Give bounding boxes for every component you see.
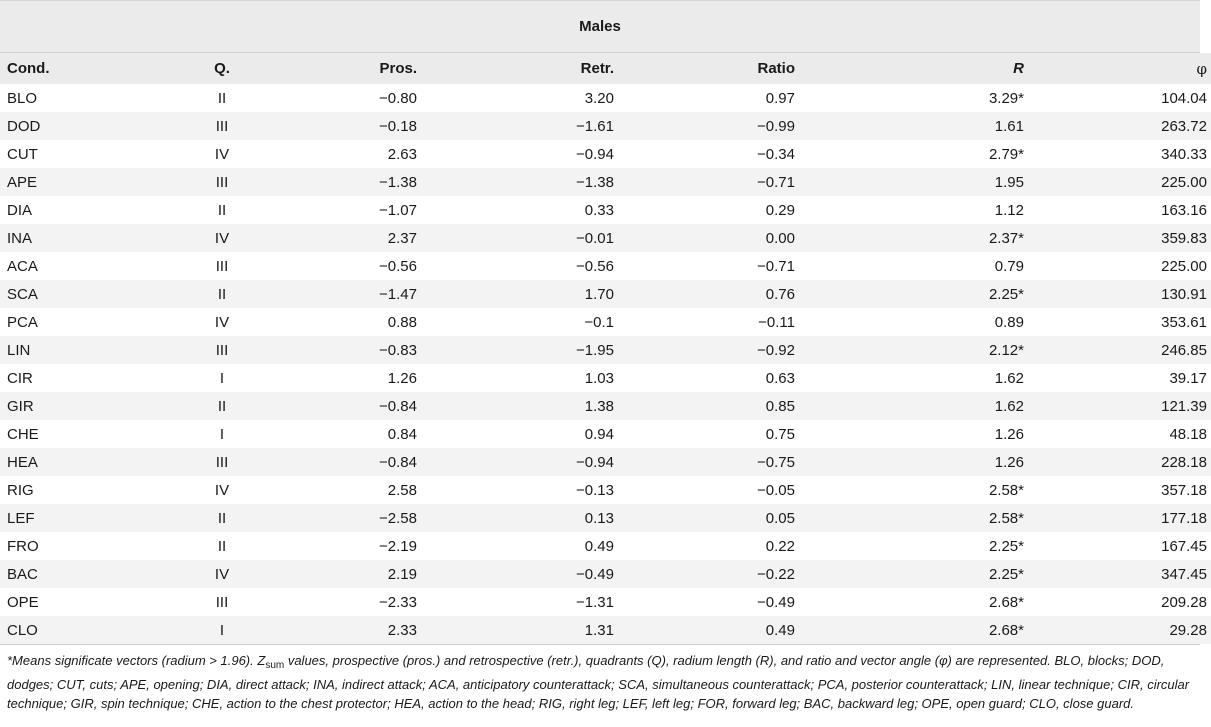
cell-ratio: 0.05 <box>614 504 795 532</box>
cell-retr: −1.95 <box>417 336 614 364</box>
col-header-pros: Pros. <box>272 53 417 84</box>
cell-cond: BLO <box>0 84 172 112</box>
table-row <box>0 448 1211 476</box>
cell-pros: −1.47 <box>272 280 417 308</box>
cell-ratio: 0.49 <box>614 616 795 644</box>
cell-quadrant: II <box>172 532 272 560</box>
data-table <box>0 53 1211 644</box>
cell-angle: 246.85 <box>1024 336 1211 364</box>
cell-angle: 39.17 <box>1024 364 1211 392</box>
header-row <box>0 53 1211 84</box>
cell-radius: 2.25* <box>795 560 1024 588</box>
col-header-retr: Retr. <box>417 53 614 84</box>
cell-radius: 1.26 <box>795 448 1024 476</box>
cell-radius: 1.26 <box>795 420 1024 448</box>
footnote-text-start: *Means significate vectors (radium > 1.96). Z <box>7 653 266 668</box>
cell-retr: −0.94 <box>417 448 614 476</box>
cell-cond: DOD <box>0 112 172 140</box>
footnote-subscript: sum <box>265 660 285 671</box>
cell-radius: 2.25* <box>795 532 1024 560</box>
table-row <box>0 140 1211 168</box>
cell-quadrant: I <box>172 616 272 644</box>
cell-pros: −0.56 <box>272 252 417 280</box>
cell-radius: 1.62 <box>795 392 1024 420</box>
cell-pros: 2.63 <box>272 140 417 168</box>
cell-cond: FRO <box>0 532 172 560</box>
cell-ratio: 0.63 <box>614 364 795 392</box>
cell-cond: INA <box>0 224 172 252</box>
cell-cond: GIR <box>0 392 172 420</box>
group-title: Males <box>0 0 1200 52</box>
table-row <box>0 112 1211 140</box>
cell-radius: 2.68* <box>795 616 1024 644</box>
cell-angle: 167.45 <box>1024 532 1211 560</box>
table-footnote <box>0 645 1200 713</box>
cell-radius: 2.58* <box>795 504 1024 532</box>
cell-angle: 29.28 <box>1024 616 1211 644</box>
cell-angle: 225.00 <box>1024 252 1211 280</box>
cell-pros: 2.19 <box>272 560 417 588</box>
cell-ratio: −0.71 <box>614 252 795 280</box>
cell-pros: −2.19 <box>272 532 417 560</box>
cell-pros: −2.58 <box>272 504 417 532</box>
table-row <box>0 476 1211 504</box>
cell-retr: −1.61 <box>417 112 614 140</box>
cell-pros: −0.84 <box>272 448 417 476</box>
cell-angle: 48.18 <box>1024 420 1211 448</box>
cell-cond: LIN <box>0 336 172 364</box>
cell-angle: 228.18 <box>1024 448 1211 476</box>
cell-cond: CHE <box>0 420 172 448</box>
cell-pros: −0.80 <box>272 84 417 112</box>
cell-quadrant: III <box>172 448 272 476</box>
cell-retr: −1.31 <box>417 588 614 616</box>
cell-angle: 225.00 <box>1024 168 1211 196</box>
cell-pros: 2.37 <box>272 224 417 252</box>
cell-ratio: −0.22 <box>614 560 795 588</box>
cell-retr: 1.38 <box>417 392 614 420</box>
cell-ratio: 0.22 <box>614 532 795 560</box>
table-row <box>0 84 1211 112</box>
cell-pros: −0.83 <box>272 336 417 364</box>
table-row <box>0 252 1211 280</box>
cell-quadrant: IV <box>172 224 272 252</box>
cell-pros: −1.38 <box>272 168 417 196</box>
cell-angle: 209.28 <box>1024 588 1211 616</box>
cell-cond: CIR <box>0 364 172 392</box>
cell-quadrant: IV <box>172 560 272 588</box>
cell-quadrant: IV <box>172 476 272 504</box>
cell-quadrant: I <box>172 364 272 392</box>
cell-pros: −2.33 <box>272 588 417 616</box>
cell-retr: −1.38 <box>417 168 614 196</box>
cell-radius: 3.29* <box>795 84 1024 112</box>
cell-ratio: 0.29 <box>614 196 795 224</box>
cell-quadrant: IV <box>172 140 272 168</box>
table-row <box>0 504 1211 532</box>
table-row <box>0 308 1211 336</box>
cell-cond: BAC <box>0 560 172 588</box>
cell-angle: 104.04 <box>1024 84 1211 112</box>
footnote-text-rest: values, prospective (pros.) and retrospective (retr.), quadrants (Q), radium length (R), and ratio and vector angle (φ) are represented. BLO, blocks; DOD, dodges; CUT, cuts; APE, opening; DIA, direct attack; INA, indirect attack; ACA, anticipatory counterattack; SCA, simultaneous counterattack; PCA, posterior counterattack; LIN, linear technique; CIR, circular technique; GIR, spin technique; CHE, action to the chest protector; HEA, action to the head; RIG, right leg; LEF, left leg; FOR, forward leg; BAC, backward leg; OPE, open guard; CLO, close guard. <box>7 653 1190 711</box>
cell-ratio: −0.92 <box>614 336 795 364</box>
cell-ratio: 0.85 <box>614 392 795 420</box>
cell-ratio: −0.11 <box>614 308 795 336</box>
cell-cond: CUT <box>0 140 172 168</box>
cell-quadrant: III <box>172 336 272 364</box>
cell-retr: 0.13 <box>417 504 614 532</box>
cell-pros: 0.84 <box>272 420 417 448</box>
table-row <box>0 420 1211 448</box>
table-row <box>0 588 1211 616</box>
cell-ratio: −0.05 <box>614 476 795 504</box>
cell-radius: 1.61 <box>795 112 1024 140</box>
cell-cond: RIG <box>0 476 172 504</box>
cell-pros: 2.58 <box>272 476 417 504</box>
cell-retr: −0.94 <box>417 140 614 168</box>
cell-radius: 1.12 <box>795 196 1024 224</box>
col-header-ratio: Ratio <box>614 53 795 84</box>
cell-radius: 2.12* <box>795 336 1024 364</box>
table-row <box>0 560 1211 588</box>
cell-retr: −0.56 <box>417 252 614 280</box>
cell-retr: 3.20 <box>417 84 614 112</box>
col-header-q: Q. <box>172 53 272 84</box>
cell-radius: 2.25* <box>795 280 1024 308</box>
cell-cond: DIA <box>0 196 172 224</box>
cell-radius: 2.68* <box>795 588 1024 616</box>
cell-radius: 0.79 <box>795 252 1024 280</box>
cell-pros: −1.07 <box>272 196 417 224</box>
cell-ratio: 0.75 <box>614 420 795 448</box>
cell-ratio: 0.97 <box>614 84 795 112</box>
cell-angle: 130.91 <box>1024 280 1211 308</box>
cell-retr: 0.33 <box>417 196 614 224</box>
cell-ratio: 0.00 <box>614 224 795 252</box>
cell-angle: 163.16 <box>1024 196 1211 224</box>
cell-retr: −0.13 <box>417 476 614 504</box>
cell-radius: 0.89 <box>795 308 1024 336</box>
cell-angle: 177.18 <box>1024 504 1211 532</box>
cell-radius: 2.79* <box>795 140 1024 168</box>
cell-quadrant: I <box>172 420 272 448</box>
cell-angle: 263.72 <box>1024 112 1211 140</box>
cell-angle: 357.18 <box>1024 476 1211 504</box>
cell-retr: 0.49 <box>417 532 614 560</box>
cell-retr: −0.01 <box>417 224 614 252</box>
cell-angle: 353.61 <box>1024 308 1211 336</box>
cell-angle: 347.45 <box>1024 560 1211 588</box>
cell-cond: CLO <box>0 616 172 644</box>
cell-ratio: 0.76 <box>614 280 795 308</box>
col-header-cond: Cond. <box>0 53 172 84</box>
cell-pros: 1.26 <box>272 364 417 392</box>
cell-cond: OPE <box>0 588 172 616</box>
cell-angle: 340.33 <box>1024 140 1211 168</box>
cell-angle: 359.83 <box>1024 224 1211 252</box>
cell-ratio: −0.49 <box>614 588 795 616</box>
cell-cond: LEF <box>0 504 172 532</box>
cell-quadrant: III <box>172 168 272 196</box>
cell-quadrant: III <box>172 252 272 280</box>
cell-quadrant: IV <box>172 308 272 336</box>
cell-retr: 1.31 <box>417 616 614 644</box>
cell-retr: 1.03 <box>417 364 614 392</box>
table-row <box>0 364 1211 392</box>
table-row <box>0 616 1211 644</box>
table-row <box>0 336 1211 364</box>
col-header-r: R <box>795 53 1024 84</box>
table-row <box>0 224 1211 252</box>
cell-quadrant: II <box>172 84 272 112</box>
cell-quadrant: III <box>172 112 272 140</box>
cell-radius: 1.95 <box>795 168 1024 196</box>
cell-ratio: −0.75 <box>614 448 795 476</box>
cell-pros: −0.18 <box>272 112 417 140</box>
cell-pros: 2.33 <box>272 616 417 644</box>
cell-pros: −0.84 <box>272 392 417 420</box>
cell-cond: APE <box>0 168 172 196</box>
table-row <box>0 532 1211 560</box>
cell-quadrant: II <box>172 196 272 224</box>
col-header-phi: φ <box>1024 53 1211 84</box>
cell-retr: −0.49 <box>417 560 614 588</box>
cell-retr: 0.94 <box>417 420 614 448</box>
cell-ratio: −0.71 <box>614 168 795 196</box>
cell-cond: ACA <box>0 252 172 280</box>
cell-retr: 1.70 <box>417 280 614 308</box>
cell-quadrant: II <box>172 504 272 532</box>
table-row <box>0 392 1211 420</box>
cell-cond: PCA <box>0 308 172 336</box>
cell-radius: 1.62 <box>795 364 1024 392</box>
cell-angle: 121.39 <box>1024 392 1211 420</box>
cell-cond: SCA <box>0 280 172 308</box>
cell-radius: 2.37* <box>795 224 1024 252</box>
cell-retr: −0.1 <box>417 308 614 336</box>
table-row <box>0 168 1211 196</box>
table-body <box>0 84 1211 644</box>
cell-radius: 2.58* <box>795 476 1024 504</box>
cell-quadrant: III <box>172 588 272 616</box>
cell-cond: HEA <box>0 448 172 476</box>
cell-quadrant: II <box>172 392 272 420</box>
cell-pros: 0.88 <box>272 308 417 336</box>
cell-quadrant: II <box>172 280 272 308</box>
cell-ratio: −0.99 <box>614 112 795 140</box>
cell-ratio: −0.34 <box>614 140 795 168</box>
table-row <box>0 196 1211 224</box>
table-row <box>0 280 1211 308</box>
